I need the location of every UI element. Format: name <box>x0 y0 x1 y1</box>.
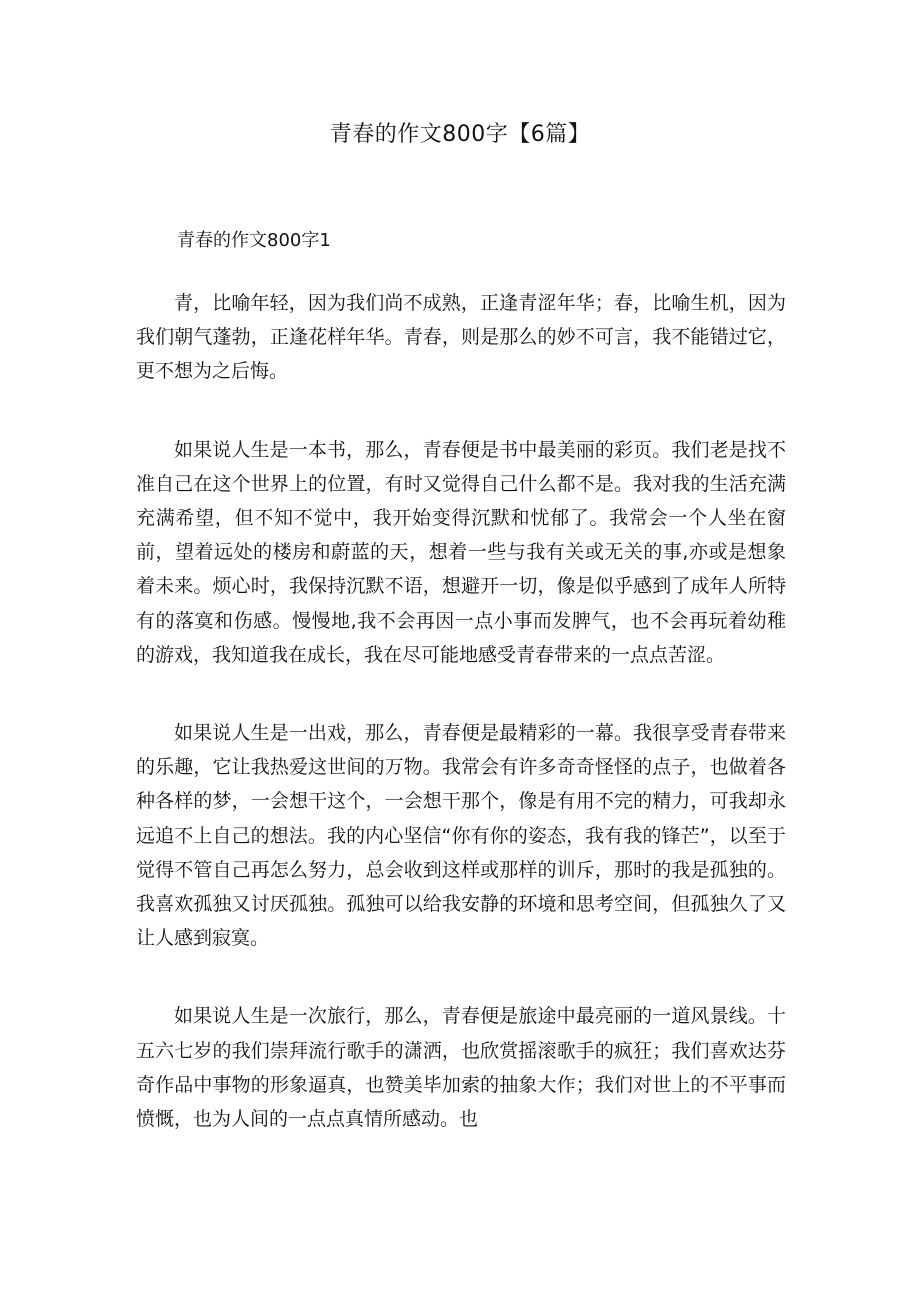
document-body <box>136 286 786 1180</box>
paragraph: 如果说人生是一次旅行，那么，青春便是旅途中最亮丽的一道风景线。十五六七岁的我们崇拜流行歌手的潇洒，也欣赏摇滚歌手的疯狂；我们喜欢达芬奇作品中事物的形象逼真，也赞美毕加索的抽象大作；我们对世上的不平事而愤慨，也为人间的一点点真情所感动。也 <box>136 1005 786 1131</box>
section-heading: 青春的作文800字1 <box>177 230 331 251</box>
paragraph: 青，比喻年轻，因为我们尚不成熟，正逢青涩年华；春，比喻生机，因为我们朝气蓬勃，正逢花样年华。青春，则是那么的妙不可言，我不能错过它，更不想为之后悔。 <box>136 292 786 383</box>
document-title: 青春的作文800字【6篇】 <box>329 122 591 147</box>
paragraph: 如果说人生是一本书，那么，青春便是书中最美丽的彩页。我们老是找不准自己在这个世界上的位置，有时又觉得自己什么都不是。我对我的生活充满充满希望，但不知不觉中，我开始变得沉默和忧郁了。我常会一个人坐在窗前，望着远处的楼房和蔚蓝的天，想着一些与我有关或无关的事,亦或是想象着未来。烦心时，我保持沉默不语，想避开一切，像是似乎感到了成年人所特有的落寞和伤感。慢慢地,我不会再因一点小事而发脾气，也不会再玩着幼稚的游戏，我知道我在成长，我在尽可能地感受青春带来的一点点苦涩。 <box>136 438 786 666</box>
paragraph: 如果说人生是一出戏，那么，青春便是最精彩的一幕。我很享受青春带来的乐趣，它让我热爱这世间的万物。我常会有许多奇奇怪怪的点子，也做着各种各样的梦，一会想干这个，一会想干那个，像是有用不完的精力，可我却永远追不上自己的想法。我的内心坚信“你有你的姿态，我有我的锋芒”，以至于觉得不管自己再怎么努力，总会收到这样或那样的训斥，那时的我是孤独的。我喜欢孤独又讨厌孤独。孤独可以给我安静的环境和思考空间，但孤独久了又让人感到寂寞。 <box>136 722 786 950</box>
